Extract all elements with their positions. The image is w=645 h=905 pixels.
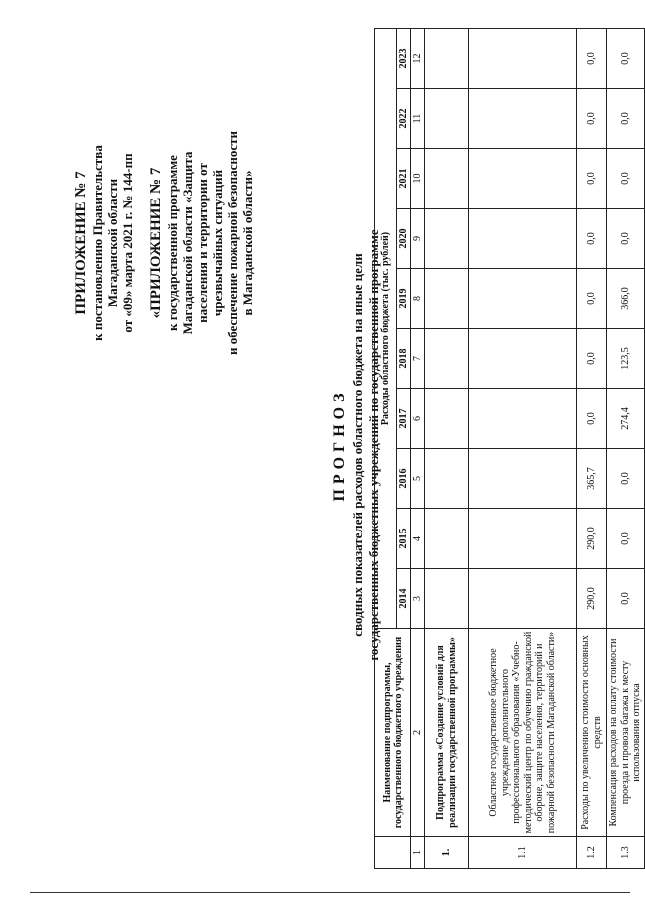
title-main: ПРОГНОЗ [331,388,348,502]
row-value: 365,7 [577,449,607,509]
row-value [469,29,577,89]
row-value: 0,0 [577,329,607,389]
column-number: 6 [411,389,425,449]
row-value [469,209,577,269]
header-num [375,837,411,869]
expenses-table [374,28,645,869]
row-value [425,569,469,629]
row-value [469,569,577,629]
program-line: чрезвычайных ситуаций [210,169,225,317]
column-number: 12 [411,29,425,89]
program-line: населения и территории от [195,163,210,323]
program-line: и обеспечение пожарной безопасности [225,131,240,356]
header-year: 2021 [397,149,411,209]
row-value: 0,0 [607,29,645,89]
column-number: 9 [411,209,425,269]
header-year: 2015 [397,509,411,569]
row-value: 0,0 [607,569,645,629]
column-number: 10 [411,149,425,209]
row-value: 0,0 [577,209,607,269]
row-value [425,89,469,149]
row-name: Расходы по увеличению стоимости основных средств [577,629,607,837]
row-name: Областное государственное бюджетное учреждение дополнительного профессионального образования «Учебно-методический центр по обучению гражданской обороне, защите населения, территорий и пожарной безопасности Магаданской области» [469,629,577,837]
row-value: 290,0 [577,569,607,629]
column-number: 4 [411,509,425,569]
row-value: 0,0 [607,89,645,149]
header-name: Наименование подпрограммы, государственного бюджетного учреждения [375,629,411,837]
row-value [425,149,469,209]
column-number: 5 [411,449,425,509]
row-value [425,269,469,329]
row-value: 123,5 [607,329,645,389]
header-expenses: Расходы областного бюджета (тыс. рублей) [375,29,397,629]
row-value [425,209,469,269]
column-number: 1 [411,837,425,869]
row-value: 0,0 [607,449,645,509]
decree-line: к постановлению Правительства [90,145,105,341]
column-number: 8 [411,269,425,329]
page-edge-line [30,892,630,893]
row-value [469,329,577,389]
row-value [425,389,469,449]
row-value: 366,0 [607,269,645,329]
row-value [469,389,577,449]
row-value [425,509,469,569]
header-year: 2018 [397,329,411,389]
title-line: государственных бюджетных учреждений по государственной программе [366,229,381,661]
row-value: 0,0 [607,149,645,209]
table-row [607,29,645,869]
decree-line: Магаданской области [105,178,120,308]
row-value [469,269,577,329]
title-line: сводных показателей расходов областного бюджета на иные цели [350,253,365,637]
row-number: 1.2 [577,837,607,869]
row-name: Компенсация расходов на оплату стоимости проезда и провоза багажа к месту использования отпуска [607,629,645,837]
appendix-block [72,93,255,393]
column-number: 7 [411,329,425,389]
program-line: к государственной программе [165,155,180,331]
row-value: 0,0 [577,29,607,89]
row-value: 290,0 [577,509,607,569]
header-year: 2014 [397,569,411,629]
column-number: 11 [411,89,425,149]
decree-line: от «09» марта 2021 г. № 144-пп [120,153,135,333]
column-number: 3 [411,569,425,629]
row-number: 1. [425,837,469,869]
header-year: 2020 [397,209,411,269]
row-value: 274,4 [607,389,645,449]
row-value: 0,0 [607,509,645,569]
row-value: 0,0 [577,389,607,449]
row-value [425,449,469,509]
header-year: 2022 [397,89,411,149]
row-value [469,89,577,149]
program-title: «ПРИЛОЖЕНИЕ № 7 [148,167,164,319]
column-number: 2 [411,629,425,837]
row-value: 0,0 [577,149,607,209]
row-value [469,149,577,209]
row-value: 0,0 [577,269,607,329]
table-row [425,29,469,869]
header-year: 2019 [397,269,411,329]
header-year: 2016 [397,449,411,509]
row-number: 1.1 [469,837,577,869]
row-number: 1.3 [607,837,645,869]
header-year: 2023 [397,29,411,89]
row-value [469,449,577,509]
program-line: в Магаданской области» [240,170,255,316]
row-value [469,509,577,569]
row-value: 0,0 [607,209,645,269]
table-row [577,29,607,869]
header-year: 2017 [397,389,411,449]
row-name: Подпрограмма «Создание условий для реализации государственной программы» [425,629,469,837]
row-value [425,329,469,389]
row-value [425,29,469,89]
table-row [469,29,577,869]
decree-title: ПРИЛОЖЕНИЕ № 7 [73,171,89,315]
program-line: Магаданской области «Защита [180,151,195,335]
row-value: 0,0 [577,89,607,149]
